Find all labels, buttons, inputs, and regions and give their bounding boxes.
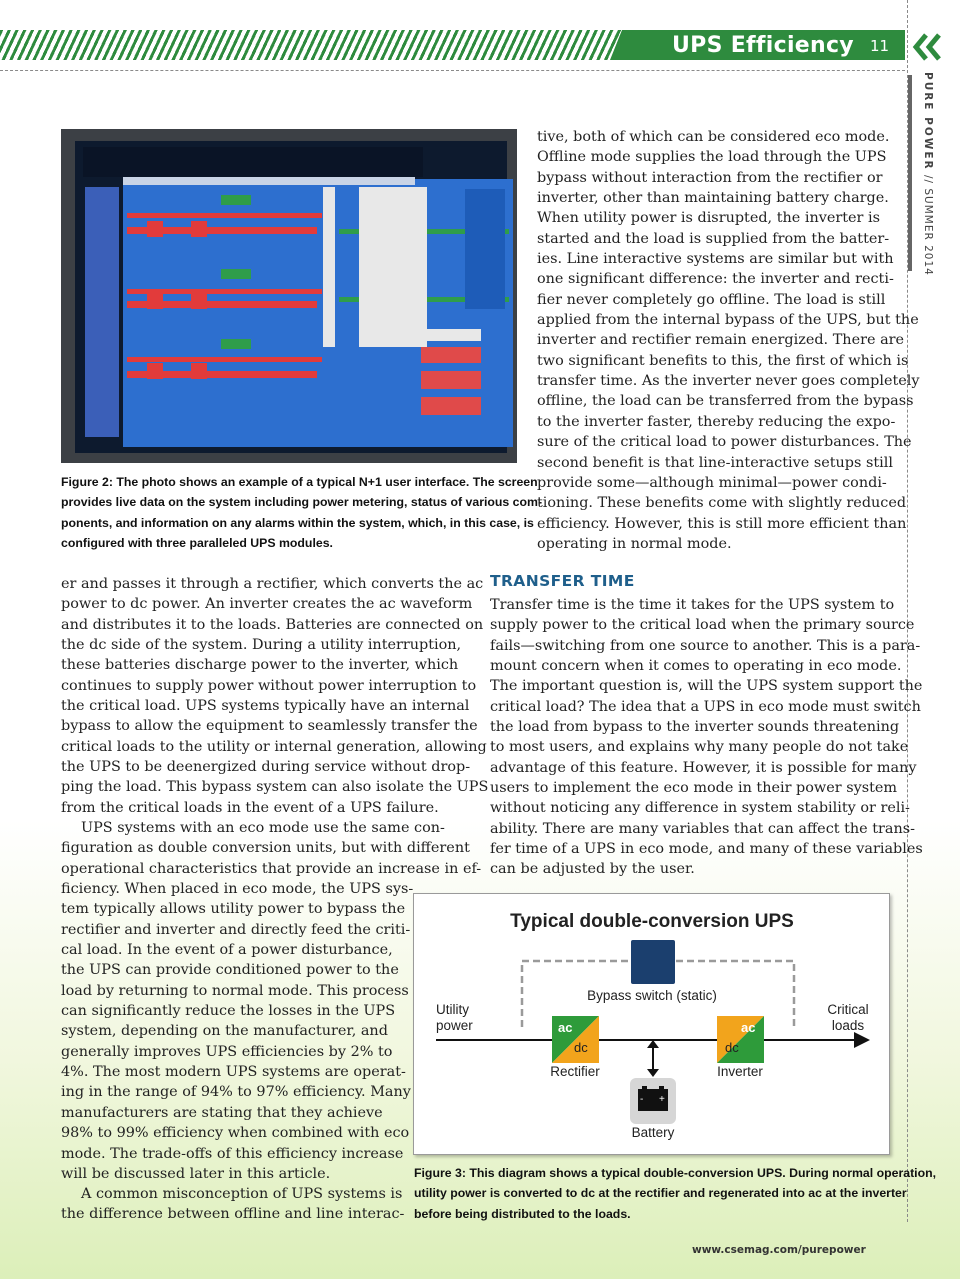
text-line: er and passes it through a rectifier, which converts the ac <box>61 576 484 592</box>
battery-plus: + <box>659 1094 665 1105</box>
figure-2-caption <box>61 472 542 554</box>
text-line: can significantly reduce the losses in the UPS <box>61 1003 396 1020</box>
text-line: 98% to 99% efficiency when combined with eco <box>61 1125 410 1142</box>
text-line: the difference between offline and line interac- <box>61 1206 405 1223</box>
left-column-paragraph-1 <box>61 574 488 818</box>
header-divider <box>0 70 905 71</box>
inverter-ac-label: ac <box>741 1020 756 1035</box>
caption-line: before being distributed to the loads. <box>414 1206 631 1221</box>
text-line: inverter and rectifier remain energized. There are <box>537 332 905 349</box>
text-line: system, depending on the manufacturer, and <box>61 1023 388 1040</box>
text-line: advantage of this feature. However, it is possible for many <box>490 759 917 776</box>
text-line: the critical load. UPS systems typically have an internal <box>61 698 470 715</box>
text-line: ing in the range of 94% to 97% efficiency. Many <box>61 1084 411 1101</box>
text-line: supply power to the critical load when the primary source <box>490 617 915 634</box>
text-line: from the critical loads in the event of a UPS failure. <box>61 799 439 816</box>
section-heading: TRANSFER TIME <box>490 572 635 590</box>
double-chevron-left-icon[interactable] <box>912 32 944 62</box>
text-line: to most users, and explains why many people do not take <box>490 739 909 756</box>
text-line: mode. The trade-offs of this efficiency increase <box>61 1145 404 1162</box>
battery-icon <box>638 1086 668 1111</box>
text-line: two significant benefits to this, the first of which is <box>537 352 909 369</box>
text-line: efficiency. However, this is still more efficient than <box>537 515 907 532</box>
caption-line: configured with three paralleled UPS modules. <box>61 536 333 551</box>
ups-screen-illustration <box>61 129 517 463</box>
inverter-dc-label: dc <box>725 1040 739 1055</box>
text-line: provide some—although minimal—power condi- <box>537 474 887 491</box>
critical-loads-label: Critical <box>827 1002 869 1017</box>
caption-line: Figure 2: The photo shows an example of a typical N+1 user interface. The screen <box>61 475 538 489</box>
caption-line: ponents, and information on any alarms within the system, which, in this case, is <box>61 515 534 530</box>
text-line: the UPS can provide conditioned power to the <box>61 962 399 979</box>
text-line: without noticing any difference in system stability or reli- <box>490 800 910 817</box>
text-line: ability. There are many variables that can affect the trans- <box>490 820 916 837</box>
figure-3-caption <box>414 1163 936 1224</box>
bypass-switch-label: Bypass switch (static) <box>587 988 717 1003</box>
text-line: manufacturers are stating that they achieve <box>61 1104 383 1121</box>
text-line: will be discussed later in this article. <box>61 1165 331 1182</box>
transfer-time-paragraph <box>490 595 923 880</box>
diagram-title: Typical double-conversion UPS <box>510 911 794 932</box>
text-line: and distributes it to the loads. Batteries are connected on <box>61 616 484 633</box>
text-line: inverter, other than maintaining battery charge. <box>537 190 889 207</box>
text-line: rectifier and inverter and directly feed the criti- <box>61 921 411 938</box>
text-line: ping the load. This bypass system can also isolate the UPS <box>61 779 489 796</box>
text-line: generally improves UPS efficiencies by 2% to <box>61 1043 393 1060</box>
ups-diagram <box>413 893 890 1155</box>
text-line: tive, both of which can be considered eco mode. <box>537 129 890 145</box>
text-line: load by returning to normal mode. This process <box>61 982 409 999</box>
utility-label: Utility <box>436 1002 469 1017</box>
double-conversion-diagram <box>414 894 889 1154</box>
text-line: ficiency. When placed in eco mode, the UPS sys- <box>61 881 414 898</box>
text-line: When utility power is disrupted, the inverter is <box>537 210 880 227</box>
text-line: applied from the internal bypass of the UPS, but the <box>537 312 919 329</box>
text-line: continues to supply power without power interruption to <box>61 677 477 694</box>
text-line: 4%. The most modern UPS systems are operat- <box>61 1064 406 1081</box>
caption-line: provides live data on the system including power metering, status of various com- <box>61 495 543 510</box>
text-line: started and the load is supplied from the batter- <box>537 230 890 247</box>
text-line: Offline mode supplies the load through the UPS <box>537 149 887 166</box>
text-line: sure of the critical load to power disturbances. The <box>537 434 912 451</box>
inverter-label: Inverter <box>717 1064 763 1079</box>
section-title: UPS Efficiency <box>672 33 854 58</box>
battery-minus: - <box>640 1094 644 1105</box>
text-line: transfer time. As the inverter never goes completely <box>537 373 920 390</box>
text-line: the load from bypass to the inverter sounds threatening <box>490 719 900 736</box>
left-column-paragraph-3 <box>61 1184 404 1225</box>
rectifier-dc-label: dc <box>574 1040 588 1055</box>
text-line: offline, the load can be transferred from the bypass <box>537 393 914 410</box>
critical-loads-label: loads <box>831 1018 865 1033</box>
battery-label: Battery <box>631 1125 675 1140</box>
text-line: fer time of a UPS in eco mode, and many of these variables <box>490 841 923 858</box>
text-line: the dc side of the system. During a utility interruption, <box>61 637 462 654</box>
caption-line: Figure 3: This diagram shows a typical double-conversion UPS. During normal operation, <box>414 1166 937 1180</box>
text-line: power to dc power. An inverter creates the ac waveform <box>61 596 473 613</box>
issue-label <box>922 72 934 276</box>
text-line: operational characteristics that provide an increase in ef- <box>61 860 482 877</box>
text-line: critical loads to the utility or internal generation, allowing <box>61 738 487 755</box>
text-line: second benefit is that line-interactive setups still <box>537 454 893 471</box>
text-line: UPS systems with an eco mode use the same con- <box>81 820 445 836</box>
text-line: critical load? The idea that a UPS in eco mode must switch <box>490 698 921 715</box>
arrow-down-icon <box>647 1069 659 1077</box>
bypass-switch-block <box>631 940 675 984</box>
rectifier-ac-label: ac <box>558 1020 573 1035</box>
text-line: tioning. These benefits come with slightly reduced <box>537 495 907 512</box>
text-line: fier never completely go offline. The load is still <box>537 291 886 308</box>
rectifier-block <box>552 1016 599 1063</box>
text-line: ies. Line interactive systems are similar but with <box>537 251 894 268</box>
arrow-up-icon <box>647 1040 659 1048</box>
text-line: the UPS to be deenergized during service without drop- <box>61 759 471 776</box>
ups-interface-photo <box>61 129 517 463</box>
text-line: tem typically allows utility power to bypass the <box>61 901 406 918</box>
text-line: bypass to allow the equipment to seamlessly transfer the <box>61 718 478 735</box>
issue-date: // SUMMER 2014 <box>922 170 934 276</box>
text-line: fails—switching from one source to another. This is a para- <box>490 637 921 654</box>
text-line: these batteries discharge power to the inverter, which <box>61 657 459 674</box>
text-line: The important question is, will the UPS system support the <box>490 678 923 695</box>
text-line: figuration as double conversion units, but with different <box>61 840 470 857</box>
footer-url-link[interactable]: www.csemag.com/purepower <box>692 1244 866 1256</box>
text-line: cal load. In the event of a power disturbance, <box>61 942 393 959</box>
text-line: users to implement the eco mode in their power system <box>490 780 898 797</box>
caption-line: utility power is converted to dc at the rectifier and regenerated into ac at the inverter <box>414 1186 907 1201</box>
magazine-name: PURE POWER <box>922 72 934 171</box>
text-line: can be adjusted by the user. <box>490 861 695 878</box>
page-number: 11 <box>870 37 890 55</box>
text-line: to the inverter faster, thereby reducing the expo- <box>537 413 896 430</box>
inverter-block <box>717 1016 764 1063</box>
text-line: Transfer time is the time it takes for the UPS system to <box>490 597 895 613</box>
text-line: mount concern when it comes to operating in eco mode. <box>490 658 902 675</box>
text-line: operating in normal mode. <box>537 535 732 552</box>
text-line: one significant difference: the inverter and recti- <box>537 271 894 288</box>
utility-label: power <box>436 1018 473 1033</box>
right-column-paragraph-1 <box>537 127 920 554</box>
rectifier-label: Rectifier <box>550 1064 600 1079</box>
text-line: A common misconception of UPS systems is <box>81 1186 403 1202</box>
text-line: bypass without interaction from the rectifier or <box>537 169 883 186</box>
